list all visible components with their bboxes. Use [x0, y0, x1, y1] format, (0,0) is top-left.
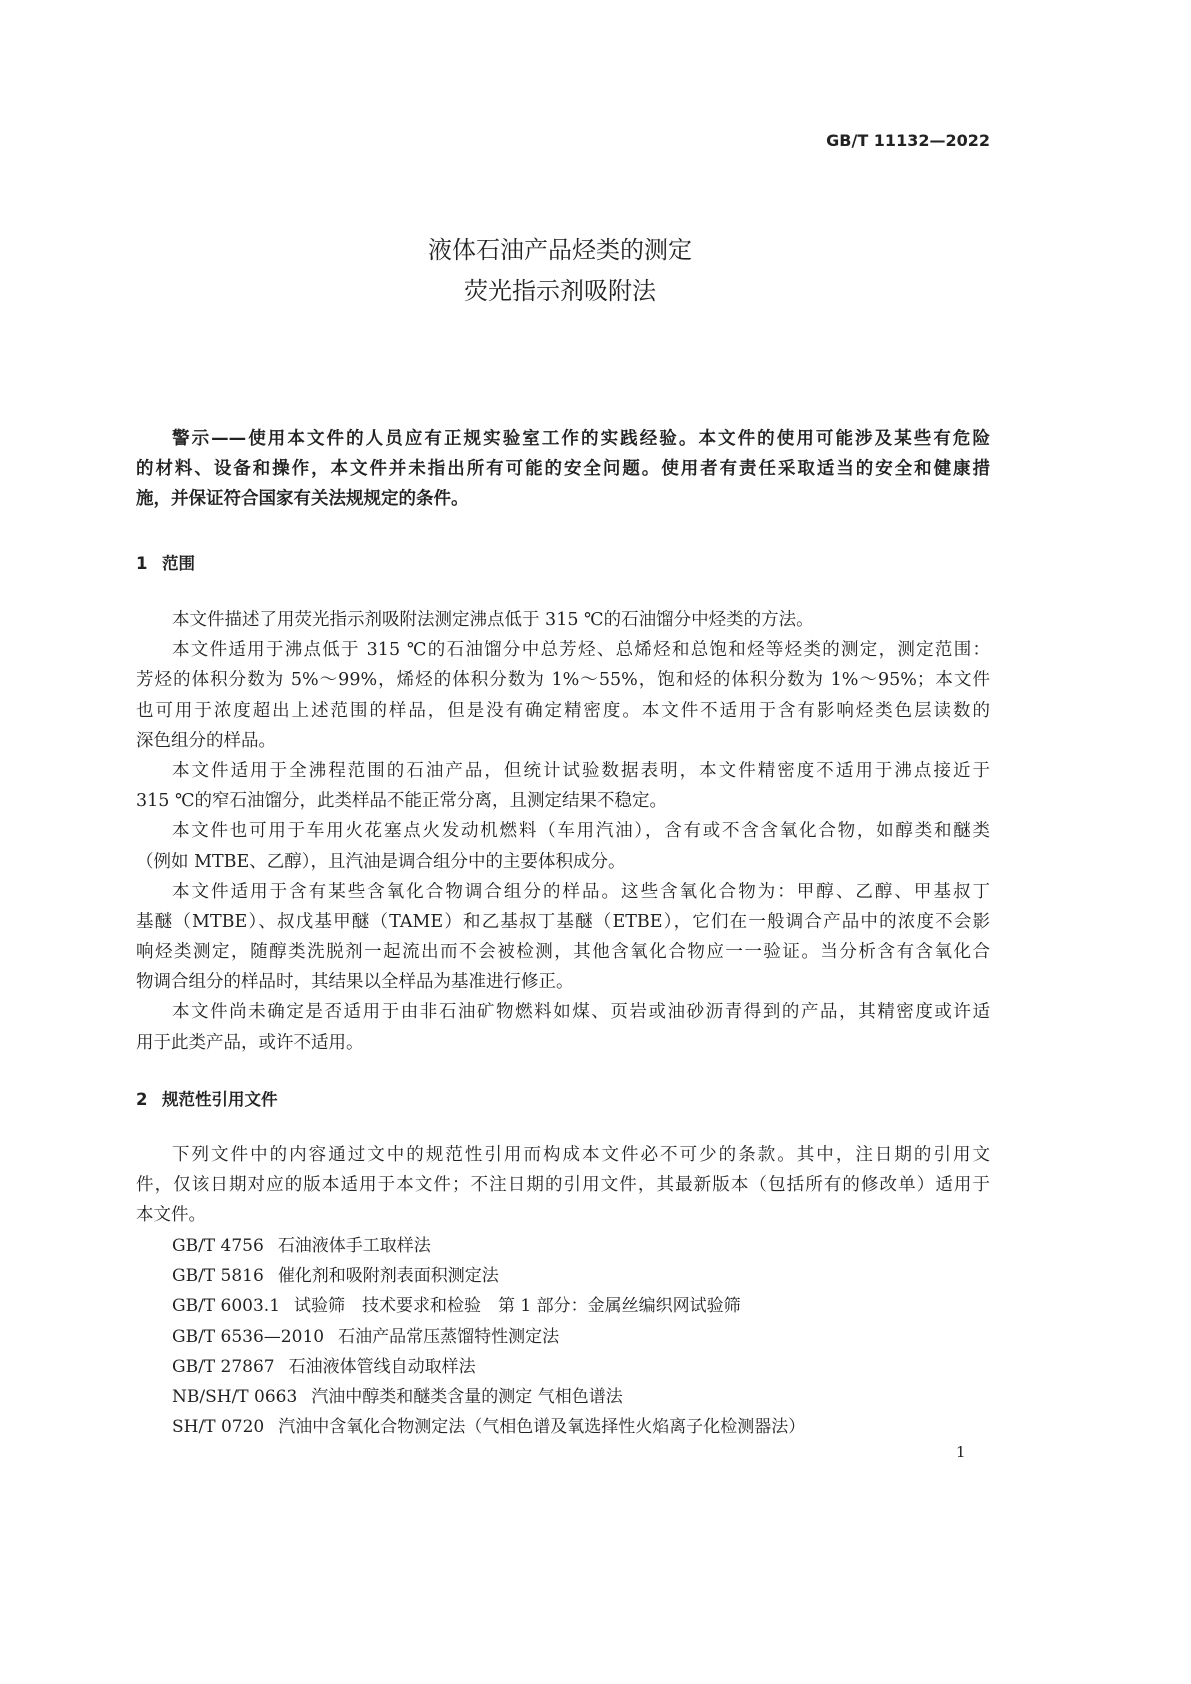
reference-item: [172, 1382, 623, 1412]
section-title: 范围: [162, 554, 195, 573]
paragraph: [136, 756, 990, 816]
text-line: 本文件尚未确定是否适用于由非石油矿物燃料如煤、页岩或油砂沥青得到的产品，其精密度或许适: [172, 1002, 990, 1023]
document-title: 液体石油产品烃类的测定: [428, 236, 692, 264]
reference-title: 石油液体管线自动取样法: [288, 1356, 476, 1377]
paragraph: [136, 605, 990, 635]
reference-title: 汽油中含氧化合物测定法（气相色谱及氧选择性火焰离子化检测器法）: [278, 1417, 806, 1438]
text-line: 的材料、设备和操作，本文件并未指出所有可能的安全问题。使用者有责任采取适当的安全和健康措: [136, 459, 990, 480]
text-line: 本文件也可用于车用火花塞点火发动机燃料（车用汽油），含有或不含含氧化合物，如醇类和醚类: [172, 821, 990, 842]
text-line: 本文件适用于沸点低于 315 ℃的石油馏分中总芳烃、总烯烃和总饱和烃等烃类的测定，测定范围：: [172, 640, 990, 661]
text-line: 深色组分的样品。: [136, 730, 276, 751]
text-line: 芳烃的体积分数为 5%～99%，烯烃的体积分数为 1%～55%，饱和烃的体积分数为 1%～95%；本文件: [136, 670, 990, 691]
reference-title: 催化剂和吸附剂表面积测定法: [277, 1266, 499, 1287]
scope-body: [136, 605, 990, 1058]
reference-title: 石油产品常压蒸馏特性测定法: [338, 1326, 560, 1347]
text-line: 本文件适用于含有某些含氧化合物调合组分的样品。这些含氧化合物为：甲醇、乙醇、甲基叔丁: [172, 881, 990, 902]
warning-paragraph: [136, 424, 990, 515]
paragraph: [136, 816, 990, 876]
text-line: 施，并保证符合国家有关法规规定的条件。: [136, 489, 469, 510]
text-line: （例如 MTBE、乙醇），且汽油是调合组分中的主要体积成分。: [136, 851, 626, 872]
reference-item: [172, 1261, 499, 1291]
reference-code: GB/T 27867: [172, 1356, 275, 1377]
page-number: 1: [956, 1443, 966, 1461]
paragraph: [136, 877, 990, 998]
reference-code: GB/T 6536—2010: [172, 1326, 325, 1347]
text-line: 物调合组分的样品时，其结果以全样品为基准进行修正。: [136, 972, 574, 993]
text-line: 用于此类产品，或许不适用。: [136, 1032, 364, 1053]
text-line: 本文件。: [136, 1205, 206, 1226]
reference-item: [172, 1352, 476, 1382]
paragraph: [136, 997, 990, 1057]
reference-code: SH/T 0720: [172, 1417, 265, 1438]
text-line: 警示——使用本文件的人员应有正规实验室工作的实践经验。本文件的使用可能涉及某些有危险: [172, 429, 990, 449]
reference-item: [172, 1322, 559, 1352]
paragraph: [136, 635, 990, 756]
section-heading-scope: [136, 550, 195, 574]
text-line: 件，仅该日期对应的版本适用于本文件；不注日期的引用文件，其最新版本（包括所有的修改单）适用于: [136, 1175, 990, 1196]
document-subtitle: 荧光指示剂吸附法: [464, 277, 656, 305]
reference-item: [172, 1231, 431, 1261]
reference-title: 石油液体手工取样法: [277, 1236, 431, 1256]
reference-item: [172, 1291, 741, 1321]
reference-code: GB/T 4756: [172, 1236, 264, 1256]
text-line: 本文件描述了用荧光指示剂吸附法测定沸点低于 315 ℃的石油馏分中烃类的方法。: [172, 610, 814, 630]
section-number: 1: [136, 554, 148, 573]
section-number: 2: [136, 1090, 148, 1109]
text-line: 也可用于浓度超出上述范围的样品，但是没有确定精密度。本文件不适用于含有影响烃类色层读数的: [136, 700, 990, 721]
section-heading-normative-references: [136, 1086, 278, 1110]
text-line: 下列文件中的内容通过文中的规范性引用而构成本文件必不可少的条款。其中，注日期的引用文: [172, 1145, 990, 1165]
reference-item: [172, 1412, 805, 1442]
text-line: 本文件适用于全沸程范围的石油产品，但统计试验数据表明，本文件精密度不适用于沸点接近于: [172, 760, 990, 781]
text-line: 响烃类测定，随醇类洗脱剂一起流出而不会被检测，其他含氧化合物应一一验证。当分析含有含氧化合: [136, 942, 990, 963]
reference-title: 汽油中醇类和醚类含量的测定 气相色谱法: [311, 1387, 623, 1407]
document-number: GB/T 11132—2022: [826, 131, 990, 150]
section-title: 规范性引用文件: [162, 1090, 278, 1109]
reference-code: GB/T 5816: [172, 1266, 264, 1287]
reference-code: GB/T 6003.1: [172, 1296, 281, 1317]
reference-title: 试验筛 技术要求和检验 第 1 部分：金属丝编织网试验筛: [294, 1296, 741, 1317]
reference-code: NB/SH/T 0663: [172, 1387, 298, 1407]
references-intro: [136, 1140, 990, 1231]
text-line: 315 ℃的窄石油馏分，此类样品不能正常分离，且测定结果不稳定。: [136, 791, 668, 812]
text-line: 基醚（MTBE）、叔戊基甲醚（TAME）和乙基叔丁基醚（ETBE），它们在一般调合产品中的浓度不会影: [136, 911, 990, 932]
